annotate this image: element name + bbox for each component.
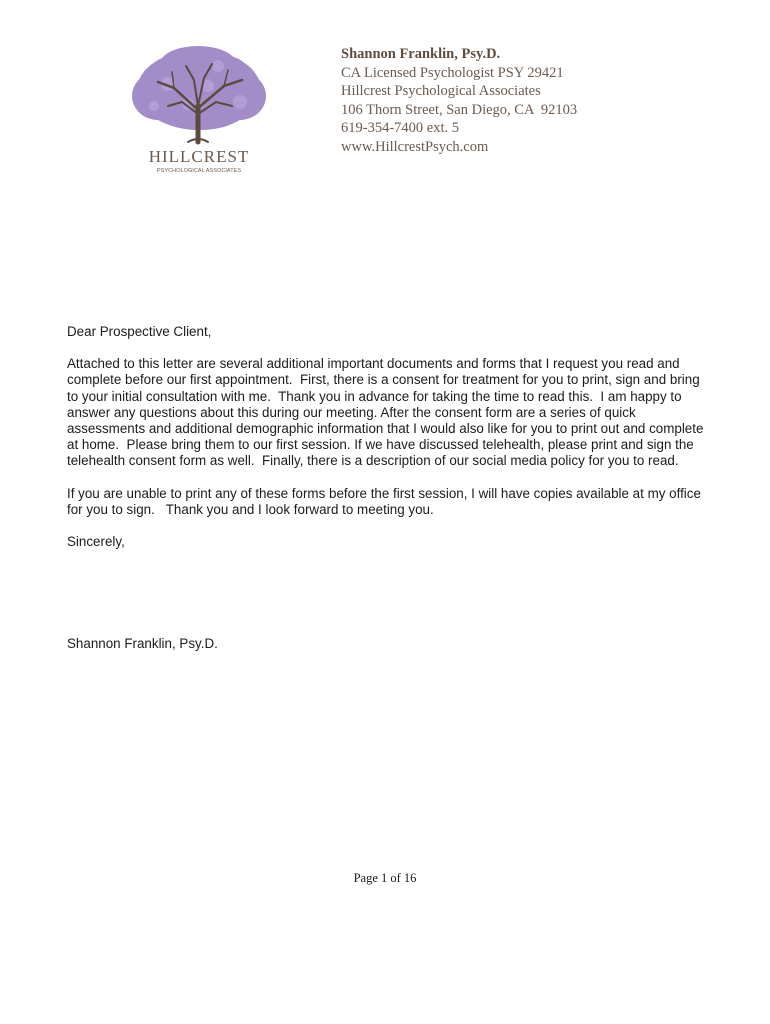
hillcrest-logo [128,44,270,176]
letterhead-phone: 619-354-7400 ext. 5 [341,120,459,136]
letter-body [67,324,707,550]
logo-brand-text: HILLCREST [148,147,250,166]
signature-name: Shannon Franklin, Psy.D. [67,636,218,651]
letterhead-address: 106 Thorn Street, San Diego, CA 92103 [341,101,578,118]
letter-paragraph-2: If you are unable to print any of these forms before the first session, I will have copies available at my office for you to sign. Thank you and I look forward to meeting you. [67,485,705,517]
letterhead-license: CA Licensed Psychologist PSY 29421 [341,64,564,81]
logo-tagline-text: PSYCHOLOGICAL ASSOCIATES [156,168,242,174]
letterhead-website: www.HillcrestPsych.com [341,138,489,155]
letterhead-name: Shannon Franklin, Psy.D. [341,46,501,62]
page-number: Page 1 of 16 [353,871,417,885]
letterhead [341,45,577,156]
salutation: Dear Prospective Client, [67,324,212,339]
tree-logo-icon [128,44,270,176]
closing: Sincerely, [67,534,125,550]
letter-paragraph-1: Attached to this letter are several additional important documents and forms that I request you read and complete before our first appointment. First, there is a consent for treatment for you to print, sign and bring to your initial consultation with me. Thank you in advance for taking the time to read this. I am happy to answer any questions about this during our meeting. After the consent form are a series of quick assessments and additional demographic information that I would also like for you to print out and complete at home. Please bring them to our first session. If we have discussed telehealth, please print and sign the telehealth consent form as well. Finally, there is a description of our social media policy for you to read. [67,356,708,469]
letterhead-practice: Hillcrest Psychological Associates [341,83,541,99]
